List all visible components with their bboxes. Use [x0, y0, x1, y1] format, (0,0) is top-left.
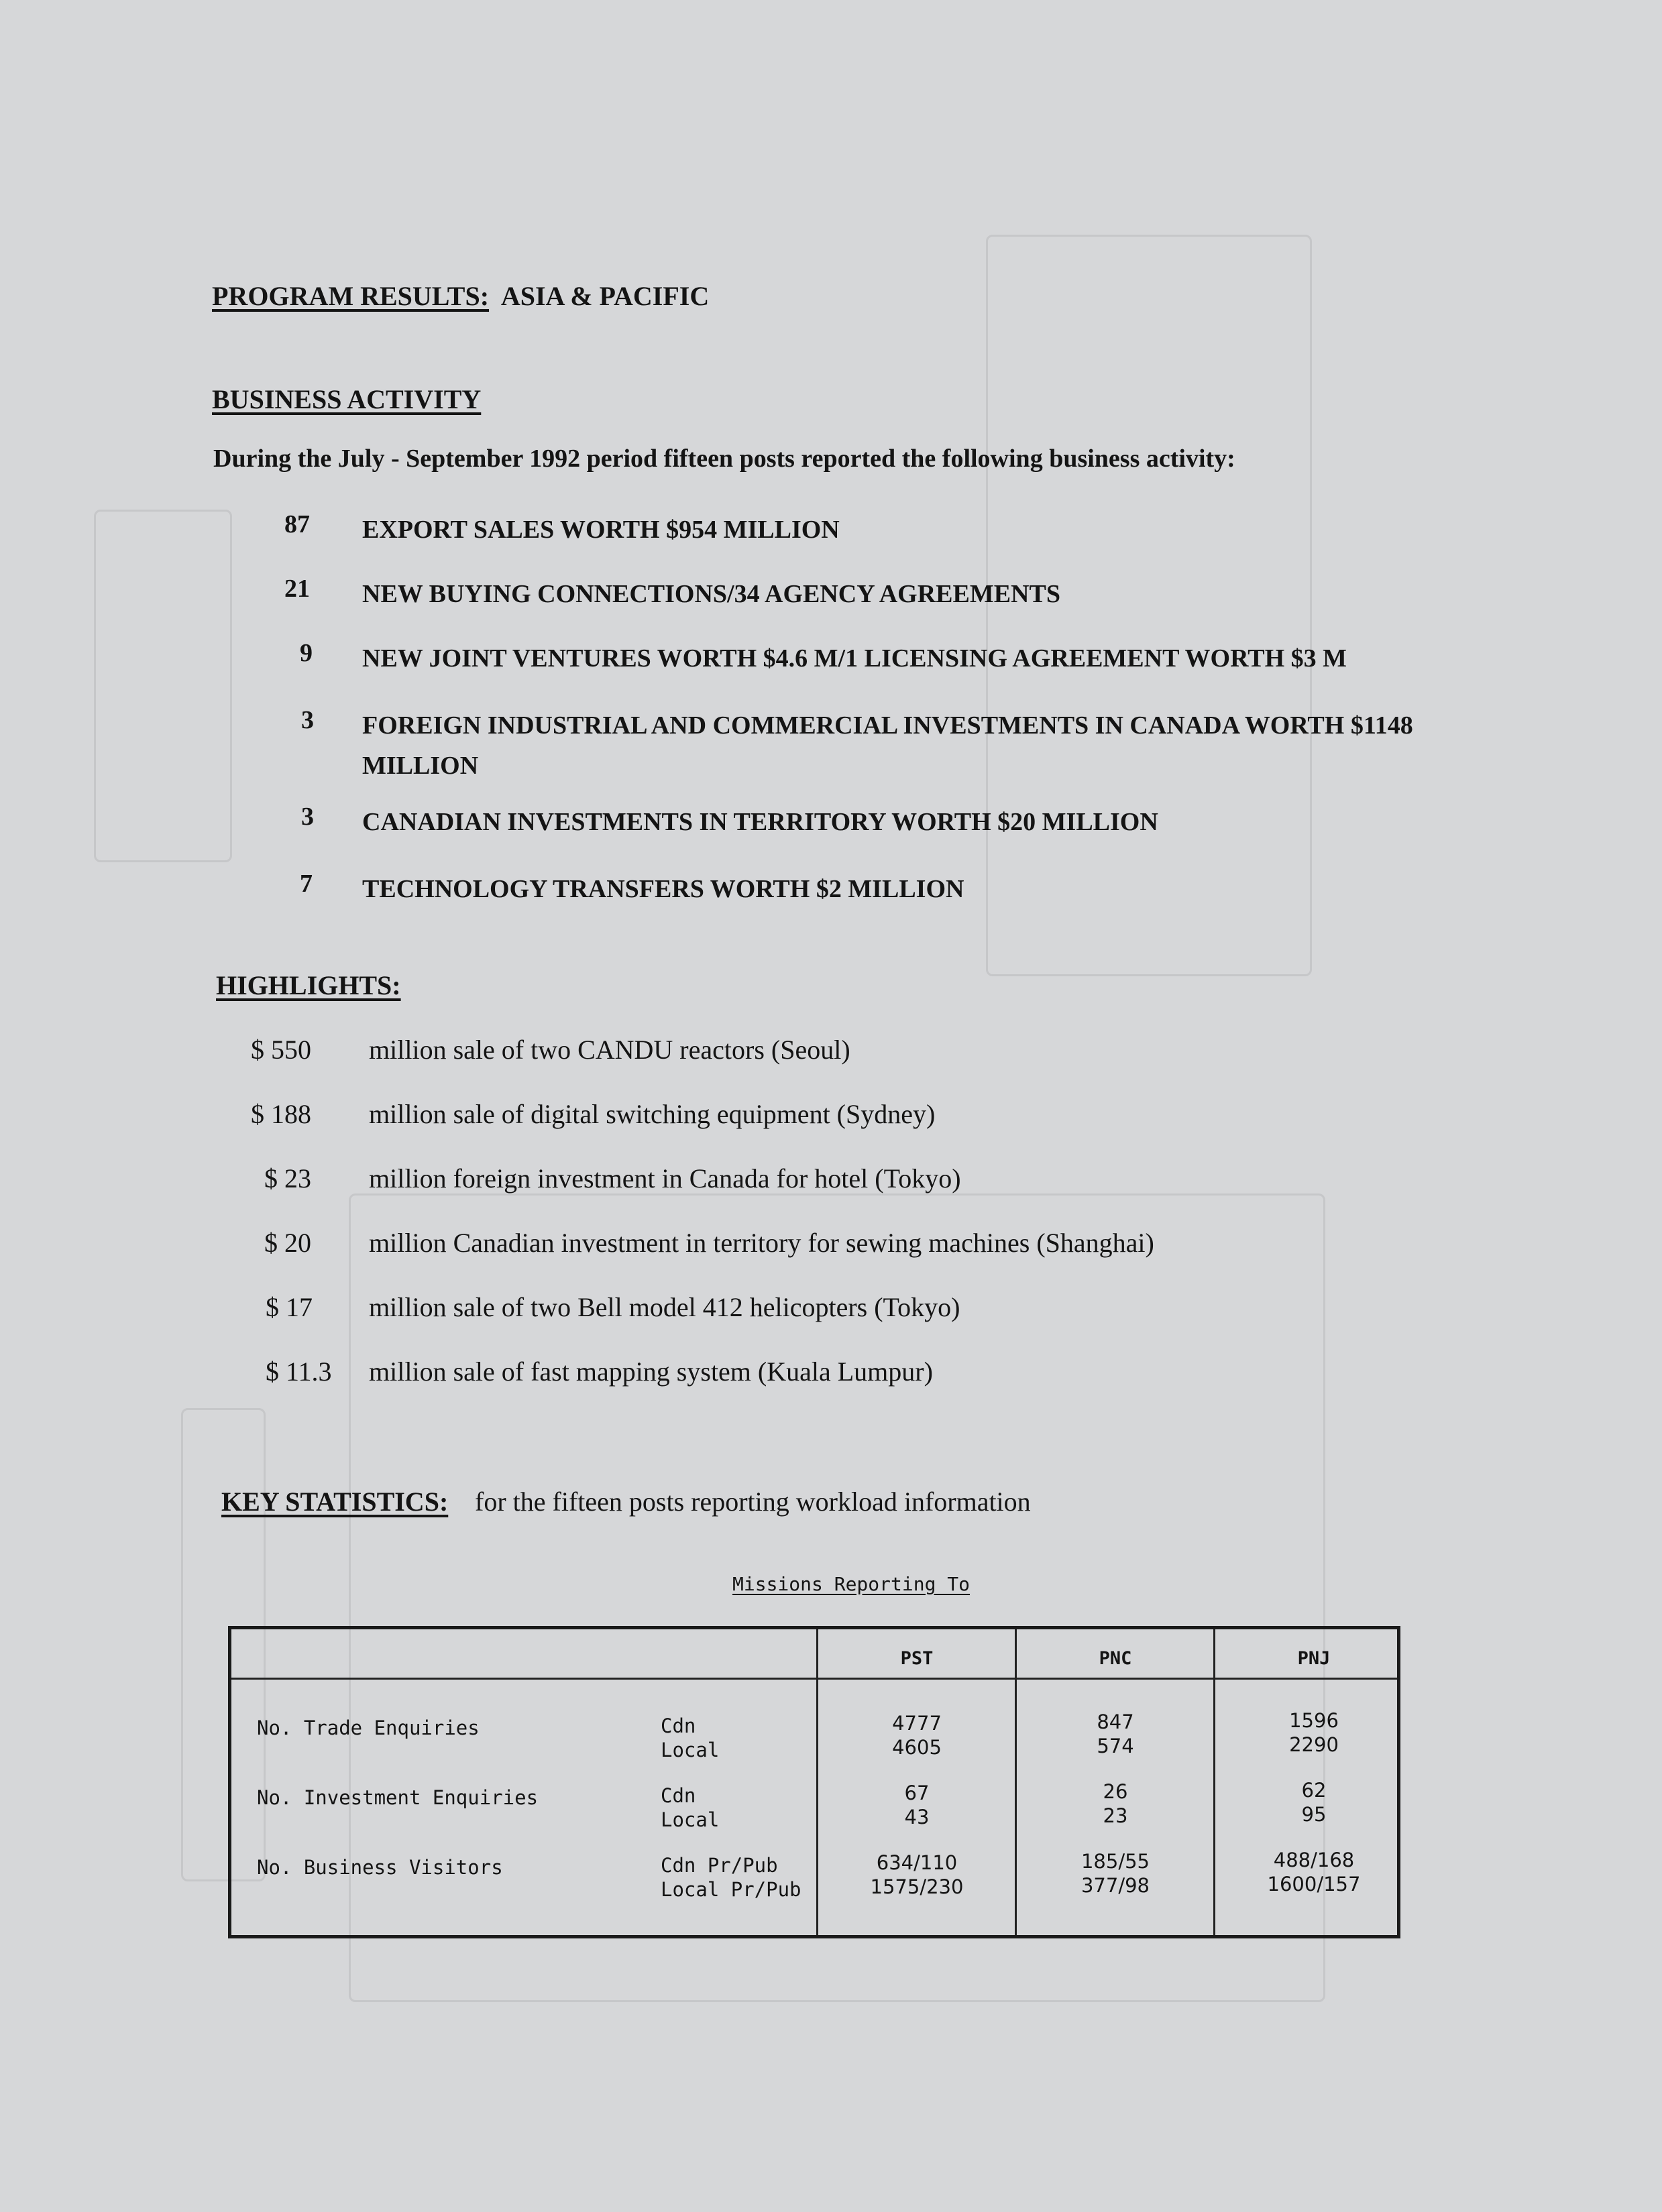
highlight-amount: $ 188	[251, 1099, 311, 1129]
highlight-amount: $ 11.3	[266, 1356, 332, 1387]
highlight-text: million Canadian investment in territory for sewing machines (Shanghai)	[369, 1228, 1154, 1258]
title-region: ASIA & PACIFIC	[500, 281, 710, 311]
cell-value: 847	[1097, 1710, 1134, 1733]
cell-value: 4605	[892, 1736, 942, 1759]
row-label: No. Investment Enquiries	[257, 1786, 539, 1809]
activity-count: 3	[301, 706, 314, 734]
cell-value: 26	[1103, 1780, 1128, 1803]
column-header-pst: PST	[900, 1648, 934, 1669]
highlight-text: million sale of digital switching equipment (Sydney)	[369, 1099, 936, 1129]
activity-text: NEW JOINT VENTURES WORTH $4.6 M/1 LICENSING AGREEMENT WORTH $3 M	[362, 644, 1347, 673]
cell-value: 67	[904, 1782, 930, 1804]
highlight-text: million foreign investment in Canada for hotel (Tokyo)	[369, 1163, 961, 1194]
highlight-amount: $ 17	[266, 1292, 313, 1322]
activity-text: NEW BUYING CONNECTIONS/34 AGENCY AGREEMENTS	[362, 580, 1060, 608]
table-cell	[818, 1851, 1016, 1899]
cell-value: 185/55	[1081, 1850, 1150, 1873]
activity-count: 7	[300, 870, 313, 898]
highlight-amount: $ 20	[264, 1228, 311, 1258]
cell-value: 62	[1301, 1779, 1327, 1802]
row-subcategory: Cdn	[661, 1714, 696, 1737]
table-cell	[1215, 1708, 1413, 1757]
row-subcategory: Cdn Pr/Pub	[661, 1854, 778, 1877]
table-cell	[1215, 1848, 1413, 1896]
row-subcategories	[661, 1714, 719, 1762]
row-subcategory: Local	[661, 1739, 720, 1761]
table-divider	[231, 1678, 1397, 1680]
highlight-text: million sale of two Bell model 412 helicopters (Tokyo)	[369, 1292, 960, 1322]
cell-value: 1600/157	[1267, 1873, 1361, 1896]
activity-text: FOREIGN INDUSTRIAL AND COMMERCIAL INVESTMENTS IN CANADA WORTH $1148 MILLION	[362, 711, 1413, 780]
table-cell	[1016, 1780, 1215, 1828]
key-statistics-heading: KEY STATISTICS:	[221, 1487, 449, 1517]
cell-value: 23	[1103, 1804, 1128, 1827]
highlight-text: million sale of fast mapping system (Kuala Lumpur)	[369, 1356, 933, 1387]
page-title	[212, 280, 709, 312]
activity-text: EXPORT SALES WORTH $954 MILLION	[362, 516, 840, 544]
row-subcategory: Local Pr/Pub	[661, 1878, 801, 1901]
row-label: No. Trade Enquiries	[257, 1716, 480, 1739]
title-label: PROGRAM RESULTS:	[212, 281, 490, 311]
show-through-shape	[94, 510, 232, 862]
highlight-text: million sale of two CANDU reactors (Seoul)	[369, 1035, 850, 1065]
highlight-amount: $ 550	[251, 1035, 311, 1065]
column-header-pnj: PNJ	[1297, 1648, 1331, 1669]
activity-count: 3	[301, 803, 314, 831]
cell-value: 377/98	[1081, 1874, 1150, 1897]
highlights-heading: HIGHLIGHTS:	[216, 970, 401, 1000]
cell-value: 488/168	[1273, 1849, 1355, 1871]
activity-count: 87	[284, 510, 310, 538]
row-subcategories	[661, 1853, 801, 1902]
statistics-table	[228, 1626, 1400, 1938]
key-statistics-description: for the fifteen posts reporting workload information	[475, 1487, 1031, 1517]
row-subcategories	[661, 1784, 719, 1832]
cell-value: 1575/230	[870, 1875, 964, 1898]
table-caption: Missions Reporting To	[732, 1573, 971, 1595]
column-header-pnc: PNC	[1099, 1648, 1132, 1669]
activity-count: 9	[300, 639, 313, 667]
cell-value: 634/110	[876, 1851, 958, 1874]
cell-value: 2290	[1289, 1733, 1339, 1756]
table-cell	[818, 1711, 1016, 1759]
table-cell	[1016, 1710, 1215, 1758]
cell-value: 43	[904, 1806, 930, 1828]
table-cell	[1215, 1778, 1413, 1826]
row-label: No. Business Visitors	[257, 1856, 503, 1879]
business-activity-heading: BUSINESS ACTIVITY	[212, 384, 482, 414]
cell-value: 1596	[1289, 1709, 1339, 1732]
cell-value: 574	[1097, 1735, 1134, 1757]
highlight-amount: $ 23	[264, 1163, 311, 1194]
row-subcategory: Cdn	[661, 1784, 696, 1807]
cell-value: 95	[1301, 1803, 1327, 1826]
cell-value: 4777	[892, 1712, 942, 1735]
row-subcategory: Local	[661, 1808, 720, 1831]
business-activity-intro: During the July - September 1992 period fifteen posts reported the following business activity:	[213, 445, 1235, 473]
activity-text: TECHNOLOGY TRANSFERS WORTH $2 MILLION	[362, 875, 964, 903]
activity-text: CANADIAN INVESTMENTS IN TERRITORY WORTH $20 MILLION	[362, 808, 1158, 836]
table-cell	[818, 1781, 1016, 1829]
table-cell	[1016, 1849, 1215, 1898]
activity-count: 21	[284, 575, 310, 603]
